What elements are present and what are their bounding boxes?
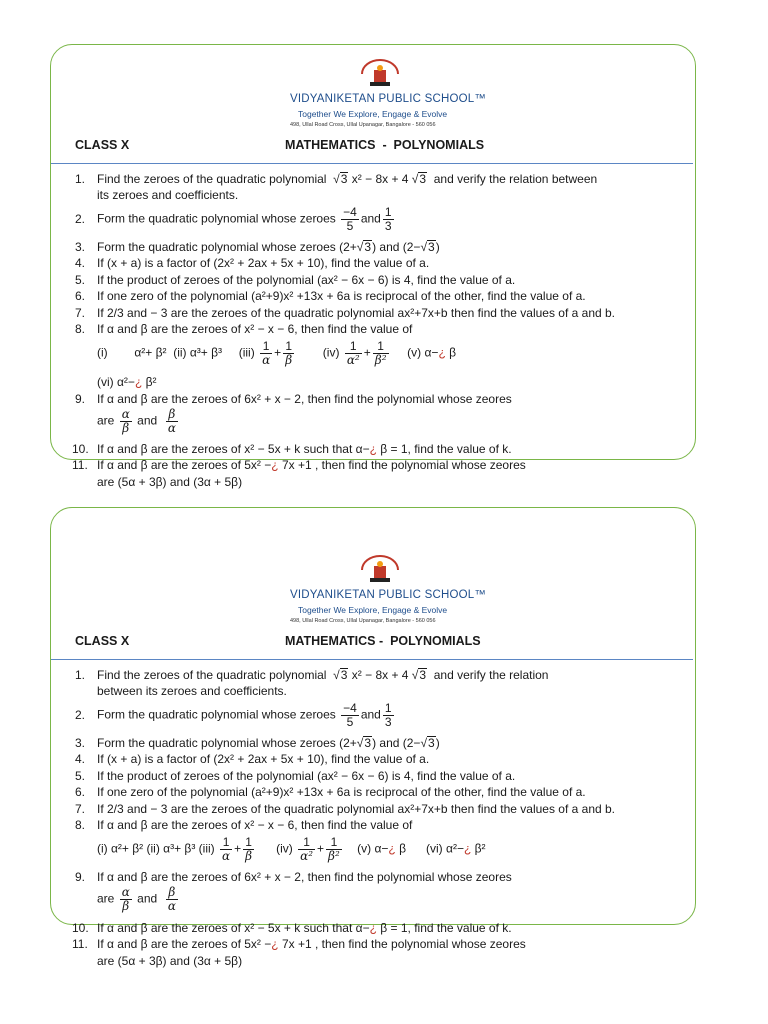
question-5: 5. If the product of zeroes of the polynomial (ax² − 6x − 6) is 4, find the value of a. [75, 273, 516, 287]
question-7: 7. If 2/3 and − 3 are the zeroes of the quadratic polynomial ax²+7x+b then find the values of a and b. [75, 802, 616, 816]
question-1: 1. Find the zeroes of the quadratic polynomial √3 x² − 8x + 4 √3 and verify the relation [75, 668, 549, 682]
question-5: 5. If the product of zeroes of the polynomial (ax² − 6x − 6) is 4, find the value of a. [75, 769, 516, 783]
class-label: CLASS X [75, 634, 130, 648]
question-11-cont: are (5α + 3β) and (3α + 5β) [97, 954, 243, 968]
school-logo [290, 58, 487, 134]
header-divider [51, 163, 693, 164]
question-9-cont: are $\frac{\alpha}{\beta}$ and $\frac{\beta}{\alpha}$ [97, 885, 176, 913]
school-address: 498, Ullal Road Cross, Ullal Upanagar, Bangalore - 560 056 [290, 122, 436, 128]
question-3: 3. Form the quadratic polynomial whose zeroes (2+√3) and (2−√3) [75, 240, 440, 254]
question-6: 6. If one zero of the polynomial (a²+9)x² +13x + 6a is reciprocal of the other, find the value of a. [75, 785, 586, 799]
question-8: 8. If α and β are the zeroes of x² − x − 6, then find the value of [75, 322, 413, 336]
worksheet-copy-2 [0, 478, 768, 968]
question-11: 11. If α and β are the zeroes of 5x² −¿ 7x +1 , then find the polynomial whose zeores [72, 937, 526, 951]
school-emblem-icon [350, 554, 410, 586]
school-tagline: Together We Explore, Engage & Evolve [298, 605, 448, 615]
subject-title: MATHEMATICS - POLYNOMIALS [285, 634, 481, 648]
question-10: 10. If α and β are the zeroes of x² − 5x + k such that α−¿ β = 1, find the value of k. [72, 442, 512, 456]
school-name: VIDYANIKETAN PUBLIC SCHOOL™ [290, 589, 487, 601]
school-name: VIDYANIKETAN PUBLIC SCHOOL™ [290, 93, 487, 105]
question-8: 8. If α and β are the zeroes of x² − x − 6, then find the value of [75, 818, 413, 832]
question-1-cont: its zeroes and coefficients. [97, 188, 239, 202]
question-1-cont: between its zeroes and coefficients. [97, 684, 287, 698]
school-logo [290, 554, 487, 630]
question-9: 9. If α and β are the zeroes of 6x² + x − 2, then find the polynomial whose zeores [75, 392, 512, 406]
question-7: 7. If 2/3 and − 3 are the zeroes of the quadratic polynomial ax²+7x+b then find the values of a and b. [75, 306, 616, 320]
question-8-parts: (i) α²+ β² (ii) α³+ β³ (iii) $\frac{1}{\alpha}$ + $\frac{1}{\beta}$ (iv) $\frac{1}{\text{α²}}$ + $\frac{1}{\text{β²}}$ (v) α−¿ β (vi) α²−¿ β² [97, 835, 486, 863]
question-2: 2. Form the quadratic polynomial whose zeroes $\frac{-4}{5}$ and $\frac{1}{3}$ [75, 701, 392, 729]
question-10: 10. If α and β are the zeroes of x² − 5x + k such that α−¿ β = 1, find the value of k. [72, 921, 512, 935]
school-emblem-icon [350, 58, 410, 90]
school-tagline: Together We Explore, Engage & Evolve [298, 109, 448, 119]
question-8-part-vi: (vi) α²−¿ β² [97, 375, 157, 389]
question-11: 11. If α and β are the zeroes of 5x² −¿ 7x +1 , then find the polynomial whose zeores [72, 458, 526, 472]
worksheet-copy-1 [0, 0, 768, 490]
question-9-cont: are $\frac{\alpha}{\beta}$ and $\frac{\beta}{\alpha}$ [97, 407, 176, 435]
question-6: 6. If one zero of the polynomial (a²+9)x² +13x + 6a is reciprocal of the other, find the value of a. [75, 289, 586, 303]
question-1: 1. Find the zeroes of the quadratic polynomial √3 x² − 8x + 4 √3 and verify the relation between [75, 172, 598, 186]
header-divider [51, 659, 693, 660]
subject-title: MATHEMATICS - POLYNOMIALS [285, 138, 485, 152]
school-address: 498, Ullal Road Cross, Ullal Upanagar, Bangalore - 560 056 [290, 618, 436, 624]
question-3: 3. Form the quadratic polynomial whose zeroes (2+√3) and (2−√3) [75, 736, 440, 750]
question-9: 9. If α and β are the zeroes of 6x² + x − 2, then find the polynomial whose zeores [75, 870, 512, 884]
question-4: 4. If (x + a) is a factor of (2x² + 2ax + 5x + 10), find the value of a. [75, 752, 430, 766]
question-2: 2. Form the quadratic polynomial whose zeroes $\frac{-4}{5}$ and $\frac{1}{3}$ [75, 205, 392, 233]
question-4: 4. If (x + a) is a factor of (2x² + 2ax + 5x + 10), find the value of a. [75, 256, 430, 270]
class-label: CLASS X [75, 138, 130, 152]
question-11-cont: are (5α + 3β) and (3α + 5β) [97, 475, 243, 489]
question-8-parts: (i) α²+ β² (ii) α³+ β³ (iii) $\frac{1}{\alpha}$ + $\frac{1}{\beta}$ (iv) $\frac{1}{\text{α²}}$ + $\frac{1}{\text{β²}}$ (v) α−¿ β [97, 339, 457, 367]
